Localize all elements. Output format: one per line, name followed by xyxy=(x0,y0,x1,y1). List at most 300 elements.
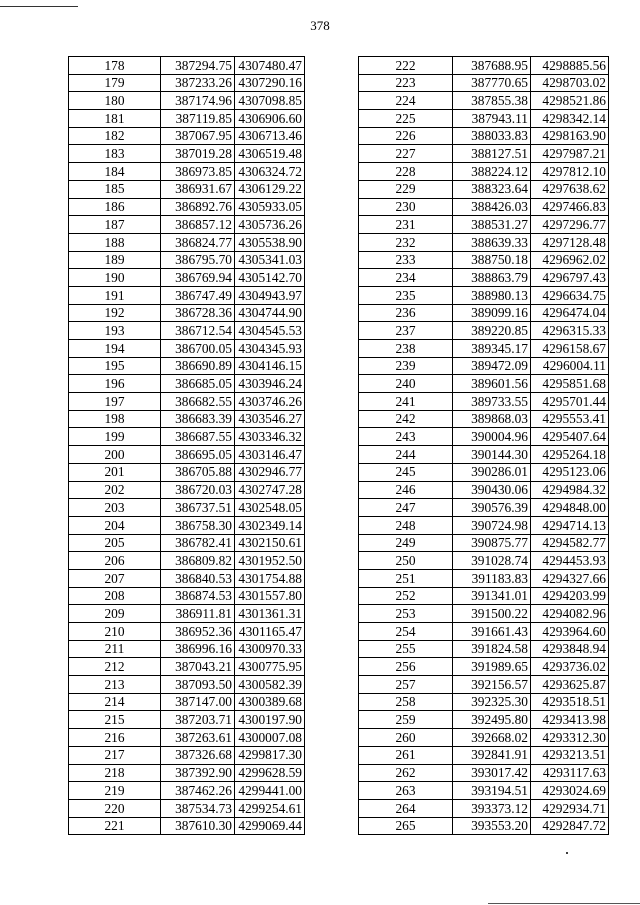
table-row xyxy=(359,322,609,340)
table-row xyxy=(69,587,305,605)
x-coordinate-cell: 387943.11 xyxy=(453,110,531,128)
table-row xyxy=(359,446,609,464)
table-row xyxy=(359,569,609,587)
table-row xyxy=(69,764,305,782)
y-coordinate-cell: 4300007.08 xyxy=(235,729,305,747)
x-coordinate-cell: 386840.53 xyxy=(161,569,235,587)
x-coordinate-cell: 389099.16 xyxy=(453,304,531,322)
table-row xyxy=(69,251,305,269)
x-coordinate-cell: 386720.03 xyxy=(161,481,235,499)
point-number-cell: 257 xyxy=(359,676,453,694)
point-number-cell: 211 xyxy=(69,640,161,658)
y-coordinate-cell: 4293848.94 xyxy=(531,640,609,658)
point-number-cell: 259 xyxy=(359,711,453,729)
y-coordinate-cell: 4302747.28 xyxy=(235,481,305,499)
y-coordinate-cell: 4304545.53 xyxy=(235,322,305,340)
y-coordinate-cell: 4293964.60 xyxy=(531,623,609,641)
x-coordinate-cell: 386695.05 xyxy=(161,446,235,464)
y-coordinate-cell: 4307480.47 xyxy=(235,57,305,75)
y-coordinate-cell: 4297128.48 xyxy=(531,233,609,251)
point-number-cell: 191 xyxy=(69,286,161,304)
point-number-cell: 243 xyxy=(359,428,453,446)
table-row xyxy=(359,623,609,641)
y-coordinate-cell: 4296004.11 xyxy=(531,357,609,375)
point-number-cell: 235 xyxy=(359,286,453,304)
x-coordinate-cell: 386685.05 xyxy=(161,375,235,393)
x-coordinate-cell: 387534.73 xyxy=(161,799,235,817)
point-number-cell: 231 xyxy=(359,216,453,234)
table-row xyxy=(359,251,609,269)
y-coordinate-cell: 4302946.77 xyxy=(235,463,305,481)
x-coordinate-cell: 387392.90 xyxy=(161,764,235,782)
point-number-cell: 217 xyxy=(69,746,161,764)
x-coordinate-cell: 391989.65 xyxy=(453,658,531,676)
y-coordinate-cell: 4300775.95 xyxy=(235,658,305,676)
y-coordinate-cell: 4306129.22 xyxy=(235,180,305,198)
table-row xyxy=(359,605,609,623)
y-coordinate-cell: 4292847.72 xyxy=(531,817,609,835)
x-coordinate-cell: 388033.83 xyxy=(453,127,531,145)
x-coordinate-cell: 386712.54 xyxy=(161,322,235,340)
x-coordinate-cell: 387174.96 xyxy=(161,92,235,110)
point-number-cell: 252 xyxy=(359,587,453,605)
x-coordinate-cell: 392841.91 xyxy=(453,746,531,764)
table-row xyxy=(69,782,305,800)
x-coordinate-cell: 388127.51 xyxy=(453,145,531,163)
x-coordinate-cell: 390430.06 xyxy=(453,481,531,499)
x-coordinate-cell: 390576.39 xyxy=(453,499,531,517)
point-number-cell: 241 xyxy=(359,393,453,411)
point-number-cell: 198 xyxy=(69,410,161,428)
table-row xyxy=(359,746,609,764)
y-coordinate-cell: 4294453.93 xyxy=(531,552,609,570)
table-row xyxy=(359,127,609,145)
table-row xyxy=(69,304,305,322)
x-coordinate-cell: 392668.02 xyxy=(453,729,531,747)
y-coordinate-cell: 4297466.83 xyxy=(531,198,609,216)
y-coordinate-cell: 4294714.13 xyxy=(531,516,609,534)
x-coordinate-cell: 387263.61 xyxy=(161,729,235,747)
table-row xyxy=(69,499,305,517)
table-row xyxy=(69,198,305,216)
y-coordinate-cell: 4304744.90 xyxy=(235,304,305,322)
point-number-cell: 202 xyxy=(69,481,161,499)
point-number-cell: 218 xyxy=(69,764,161,782)
x-coordinate-cell: 387326.68 xyxy=(161,746,235,764)
table-row xyxy=(359,640,609,658)
table-row xyxy=(69,534,305,552)
x-coordinate-cell: 386874.53 xyxy=(161,587,235,605)
x-coordinate-cell: 387147.00 xyxy=(161,693,235,711)
x-coordinate-cell: 387770.65 xyxy=(453,74,531,92)
x-coordinate-cell: 386690.89 xyxy=(161,357,235,375)
table-row xyxy=(359,711,609,729)
y-coordinate-cell: 4307098.85 xyxy=(235,92,305,110)
x-coordinate-cell: 386931.67 xyxy=(161,180,235,198)
y-coordinate-cell: 4293518.51 xyxy=(531,693,609,711)
point-number-cell: 233 xyxy=(359,251,453,269)
x-coordinate-cell: 387462.26 xyxy=(161,782,235,800)
y-coordinate-cell: 4305142.70 xyxy=(235,269,305,287)
table-row xyxy=(359,269,609,287)
point-number-cell: 214 xyxy=(69,693,161,711)
y-coordinate-cell: 4296634.75 xyxy=(531,286,609,304)
point-number-cell: 232 xyxy=(359,233,453,251)
x-coordinate-cell: 392325.30 xyxy=(453,693,531,711)
point-number-cell: 261 xyxy=(359,746,453,764)
point-number-cell: 203 xyxy=(69,499,161,517)
point-number-cell: 219 xyxy=(69,782,161,800)
point-number-cell: 207 xyxy=(69,569,161,587)
x-coordinate-cell: 387233.26 xyxy=(161,74,235,92)
x-coordinate-cell: 388639.33 xyxy=(453,233,531,251)
y-coordinate-cell: 4299069.44 xyxy=(235,817,305,835)
table-row xyxy=(359,463,609,481)
point-number-cell: 209 xyxy=(69,605,161,623)
y-coordinate-cell: 4299628.59 xyxy=(235,764,305,782)
y-coordinate-cell: 4300970.33 xyxy=(235,640,305,658)
y-coordinate-cell: 4293736.02 xyxy=(531,658,609,676)
x-coordinate-cell: 390004.96 xyxy=(453,428,531,446)
point-number-cell: 244 xyxy=(359,446,453,464)
table-row xyxy=(69,92,305,110)
y-coordinate-cell: 4298342.14 xyxy=(531,110,609,128)
table-row xyxy=(69,569,305,587)
table-row xyxy=(69,446,305,464)
table-row xyxy=(69,711,305,729)
x-coordinate-cell: 386687.55 xyxy=(161,428,235,446)
table-row xyxy=(69,428,305,446)
x-coordinate-cell: 393373.12 xyxy=(453,799,531,817)
y-coordinate-cell: 4299817.30 xyxy=(235,746,305,764)
y-coordinate-cell: 4298163.90 xyxy=(531,127,609,145)
y-coordinate-cell: 4293625.87 xyxy=(531,676,609,694)
x-coordinate-cell: 389733.55 xyxy=(453,393,531,411)
x-coordinate-cell: 387043.21 xyxy=(161,658,235,676)
y-coordinate-cell: 4296797.43 xyxy=(531,269,609,287)
point-number-cell: 242 xyxy=(359,410,453,428)
table-row xyxy=(359,286,609,304)
x-coordinate-cell: 393194.51 xyxy=(453,782,531,800)
point-number-cell: 195 xyxy=(69,357,161,375)
y-coordinate-cell: 4294848.00 xyxy=(531,499,609,517)
y-coordinate-cell: 4295851.68 xyxy=(531,375,609,393)
point-number-cell: 251 xyxy=(359,569,453,587)
point-number-cell: 226 xyxy=(359,127,453,145)
point-number-cell: 229 xyxy=(359,180,453,198)
table-row xyxy=(69,605,305,623)
x-coordinate-cell: 389472.09 xyxy=(453,357,531,375)
y-coordinate-cell: 4306713.46 xyxy=(235,127,305,145)
x-coordinate-cell: 386911.81 xyxy=(161,605,235,623)
table-row xyxy=(359,145,609,163)
y-coordinate-cell: 4296315.33 xyxy=(531,322,609,340)
y-coordinate-cell: 4294582.77 xyxy=(531,534,609,552)
y-coordinate-cell: 4305341.03 xyxy=(235,251,305,269)
y-coordinate-cell: 4297812.10 xyxy=(531,163,609,181)
point-number-cell: 222 xyxy=(359,57,453,75)
x-coordinate-cell: 388323.64 xyxy=(453,180,531,198)
table-row xyxy=(69,375,305,393)
y-coordinate-cell: 4298703.02 xyxy=(531,74,609,92)
y-coordinate-cell: 4296158.67 xyxy=(531,340,609,358)
table-row xyxy=(359,216,609,234)
x-coordinate-cell: 387093.50 xyxy=(161,676,235,694)
table-row xyxy=(359,110,609,128)
y-coordinate-cell: 4295407.64 xyxy=(531,428,609,446)
table-row xyxy=(69,286,305,304)
x-coordinate-cell: 386892.76 xyxy=(161,198,235,216)
x-coordinate-cell: 389868.03 xyxy=(453,410,531,428)
y-coordinate-cell: 4292934.71 xyxy=(531,799,609,817)
x-coordinate-cell: 389601.56 xyxy=(453,375,531,393)
y-coordinate-cell: 4303946.24 xyxy=(235,375,305,393)
point-number-cell: 239 xyxy=(359,357,453,375)
y-coordinate-cell: 4306519.48 xyxy=(235,145,305,163)
y-coordinate-cell: 4301754.88 xyxy=(235,569,305,587)
y-coordinate-cell: 4307290.16 xyxy=(235,74,305,92)
y-coordinate-cell: 4294327.66 xyxy=(531,569,609,587)
table-row xyxy=(69,110,305,128)
table-row xyxy=(69,74,305,92)
y-coordinate-cell: 4303546.27 xyxy=(235,410,305,428)
x-coordinate-cell: 387203.71 xyxy=(161,711,235,729)
x-coordinate-cell: 391661.43 xyxy=(453,623,531,641)
point-number-cell: 254 xyxy=(359,623,453,641)
point-number-cell: 213 xyxy=(69,676,161,694)
table-row xyxy=(69,676,305,694)
table-row xyxy=(359,499,609,517)
point-number-cell: 248 xyxy=(359,516,453,534)
y-coordinate-cell: 4299254.61 xyxy=(235,799,305,817)
point-number-cell: 215 xyxy=(69,711,161,729)
x-coordinate-cell: 386683.39 xyxy=(161,410,235,428)
point-number-cell: 196 xyxy=(69,375,161,393)
x-coordinate-cell: 391183.83 xyxy=(453,569,531,587)
table-row xyxy=(69,729,305,747)
y-coordinate-cell: 4300197.90 xyxy=(235,711,305,729)
table-row xyxy=(69,693,305,711)
y-coordinate-cell: 4293213.51 xyxy=(531,746,609,764)
point-number-cell: 216 xyxy=(69,729,161,747)
point-number-cell: 255 xyxy=(359,640,453,658)
table-row xyxy=(359,375,609,393)
y-coordinate-cell: 4293117.63 xyxy=(531,764,609,782)
point-number-cell: 190 xyxy=(69,269,161,287)
table-row xyxy=(359,782,609,800)
point-number-cell: 263 xyxy=(359,782,453,800)
point-number-cell: 221 xyxy=(69,817,161,835)
table-row xyxy=(359,481,609,499)
table-row xyxy=(69,481,305,499)
x-coordinate-cell: 386737.51 xyxy=(161,499,235,517)
x-coordinate-cell: 386795.70 xyxy=(161,251,235,269)
point-number-cell: 258 xyxy=(359,693,453,711)
table-row xyxy=(359,587,609,605)
y-coordinate-cell: 4299441.00 xyxy=(235,782,305,800)
x-coordinate-cell: 387610.30 xyxy=(161,817,235,835)
table-row xyxy=(69,746,305,764)
x-coordinate-cell: 386728.36 xyxy=(161,304,235,322)
point-number-cell: 182 xyxy=(69,127,161,145)
point-number-cell: 234 xyxy=(359,269,453,287)
table-row xyxy=(69,357,305,375)
point-number-cell: 256 xyxy=(359,658,453,676)
table-row xyxy=(359,74,609,92)
table-row xyxy=(359,817,609,835)
table-row xyxy=(69,127,305,145)
point-number-cell: 236 xyxy=(359,304,453,322)
table-row xyxy=(359,198,609,216)
table-body xyxy=(69,57,305,835)
y-coordinate-cell: 4306906.60 xyxy=(235,110,305,128)
point-number-cell: 189 xyxy=(69,251,161,269)
table-row xyxy=(69,817,305,835)
table-row xyxy=(359,428,609,446)
point-number-cell: 260 xyxy=(359,729,453,747)
point-number-cell: 247 xyxy=(359,499,453,517)
x-coordinate-cell: 387067.95 xyxy=(161,127,235,145)
ink-speck xyxy=(566,852,568,854)
point-number-cell: 246 xyxy=(359,481,453,499)
x-coordinate-cell: 388426.03 xyxy=(453,198,531,216)
y-coordinate-cell: 4306324.72 xyxy=(235,163,305,181)
table-row xyxy=(69,516,305,534)
point-number-cell: 220 xyxy=(69,799,161,817)
point-number-cell: 249 xyxy=(359,534,453,552)
point-number-cell: 197 xyxy=(69,393,161,411)
x-coordinate-cell: 388863.79 xyxy=(453,269,531,287)
point-number-cell: 208 xyxy=(69,587,161,605)
point-number-cell: 240 xyxy=(359,375,453,393)
point-number-cell: 187 xyxy=(69,216,161,234)
y-coordinate-cell: 4297987.21 xyxy=(531,145,609,163)
table-row xyxy=(359,304,609,322)
y-coordinate-cell: 4302548.05 xyxy=(235,499,305,517)
point-number-cell: 237 xyxy=(359,322,453,340)
x-coordinate-cell: 389220.85 xyxy=(453,322,531,340)
x-coordinate-cell: 386747.49 xyxy=(161,286,235,304)
y-coordinate-cell: 4294082.96 xyxy=(531,605,609,623)
x-coordinate-cell: 390286.01 xyxy=(453,463,531,481)
table-row xyxy=(69,57,305,75)
coordinates-table-right xyxy=(358,56,609,835)
table-row xyxy=(69,658,305,676)
y-coordinate-cell: 4304146.15 xyxy=(235,357,305,375)
x-coordinate-cell: 391028.74 xyxy=(453,552,531,570)
table-row xyxy=(69,180,305,198)
point-number-cell: 227 xyxy=(359,145,453,163)
table-row xyxy=(359,163,609,181)
point-number-cell: 201 xyxy=(69,463,161,481)
point-number-cell: 185 xyxy=(69,180,161,198)
point-number-cell: 238 xyxy=(359,340,453,358)
x-coordinate-cell: 387119.85 xyxy=(161,110,235,128)
table-row xyxy=(359,357,609,375)
point-number-cell: 245 xyxy=(359,463,453,481)
y-coordinate-cell: 4301952.50 xyxy=(235,552,305,570)
table-row xyxy=(359,799,609,817)
table-row xyxy=(359,764,609,782)
y-coordinate-cell: 4295123.06 xyxy=(531,463,609,481)
x-coordinate-cell: 386973.85 xyxy=(161,163,235,181)
point-number-cell: 224 xyxy=(359,92,453,110)
table-row xyxy=(69,269,305,287)
point-number-cell: 210 xyxy=(69,623,161,641)
coordinates-table-left xyxy=(68,56,305,835)
y-coordinate-cell: 4294203.99 xyxy=(531,587,609,605)
y-coordinate-cell: 4305736.26 xyxy=(235,216,305,234)
x-coordinate-cell: 391824.58 xyxy=(453,640,531,658)
point-number-cell: 225 xyxy=(359,110,453,128)
table-row xyxy=(359,92,609,110)
x-coordinate-cell: 388224.12 xyxy=(453,163,531,181)
point-number-cell: 205 xyxy=(69,534,161,552)
y-coordinate-cell: 4294984.32 xyxy=(531,481,609,499)
x-coordinate-cell: 391341.01 xyxy=(453,587,531,605)
table-row xyxy=(359,693,609,711)
point-number-cell: 200 xyxy=(69,446,161,464)
point-number-cell: 204 xyxy=(69,516,161,534)
x-coordinate-cell: 391500.22 xyxy=(453,605,531,623)
point-number-cell: 212 xyxy=(69,658,161,676)
table-row xyxy=(69,623,305,641)
y-coordinate-cell: 4300389.68 xyxy=(235,693,305,711)
table-row xyxy=(69,233,305,251)
y-coordinate-cell: 4303346.32 xyxy=(235,428,305,446)
point-number-cell: 184 xyxy=(69,163,161,181)
point-number-cell: 193 xyxy=(69,322,161,340)
x-coordinate-cell: 386700.05 xyxy=(161,340,235,358)
table-row xyxy=(69,340,305,358)
x-coordinate-cell: 386705.88 xyxy=(161,463,235,481)
y-coordinate-cell: 4302150.61 xyxy=(235,534,305,552)
table-row xyxy=(359,57,609,75)
y-coordinate-cell: 4300582.39 xyxy=(235,676,305,694)
x-coordinate-cell: 388750.18 xyxy=(453,251,531,269)
x-coordinate-cell: 386758.30 xyxy=(161,516,235,534)
table-row xyxy=(359,552,609,570)
y-coordinate-cell: 4293024.69 xyxy=(531,782,609,800)
y-coordinate-cell: 4302349.14 xyxy=(235,516,305,534)
table-row xyxy=(359,516,609,534)
point-number-cell: 183 xyxy=(69,145,161,163)
bottom-rule xyxy=(488,903,640,904)
x-coordinate-cell: 393017.42 xyxy=(453,764,531,782)
y-coordinate-cell: 4293312.30 xyxy=(531,729,609,747)
x-coordinate-cell: 387688.95 xyxy=(453,57,531,75)
x-coordinate-cell: 389345.17 xyxy=(453,340,531,358)
point-number-cell: 250 xyxy=(359,552,453,570)
table-row xyxy=(359,410,609,428)
point-number-cell: 206 xyxy=(69,552,161,570)
y-coordinate-cell: 4305933.05 xyxy=(235,198,305,216)
y-coordinate-cell: 4304345.93 xyxy=(235,340,305,358)
y-coordinate-cell: 4295264.18 xyxy=(531,446,609,464)
point-number-cell: 179 xyxy=(69,74,161,92)
y-coordinate-cell: 4297296.77 xyxy=(531,216,609,234)
y-coordinate-cell: 4298885.56 xyxy=(531,57,609,75)
y-coordinate-cell: 4303746.26 xyxy=(235,393,305,411)
x-coordinate-cell: 386952.36 xyxy=(161,623,235,641)
table-row xyxy=(359,676,609,694)
point-number-cell: 186 xyxy=(69,198,161,216)
table-row xyxy=(69,145,305,163)
x-coordinate-cell: 390144.30 xyxy=(453,446,531,464)
x-coordinate-cell: 388531.27 xyxy=(453,216,531,234)
y-coordinate-cell: 4296474.04 xyxy=(531,304,609,322)
x-coordinate-cell: 386996.16 xyxy=(161,640,235,658)
